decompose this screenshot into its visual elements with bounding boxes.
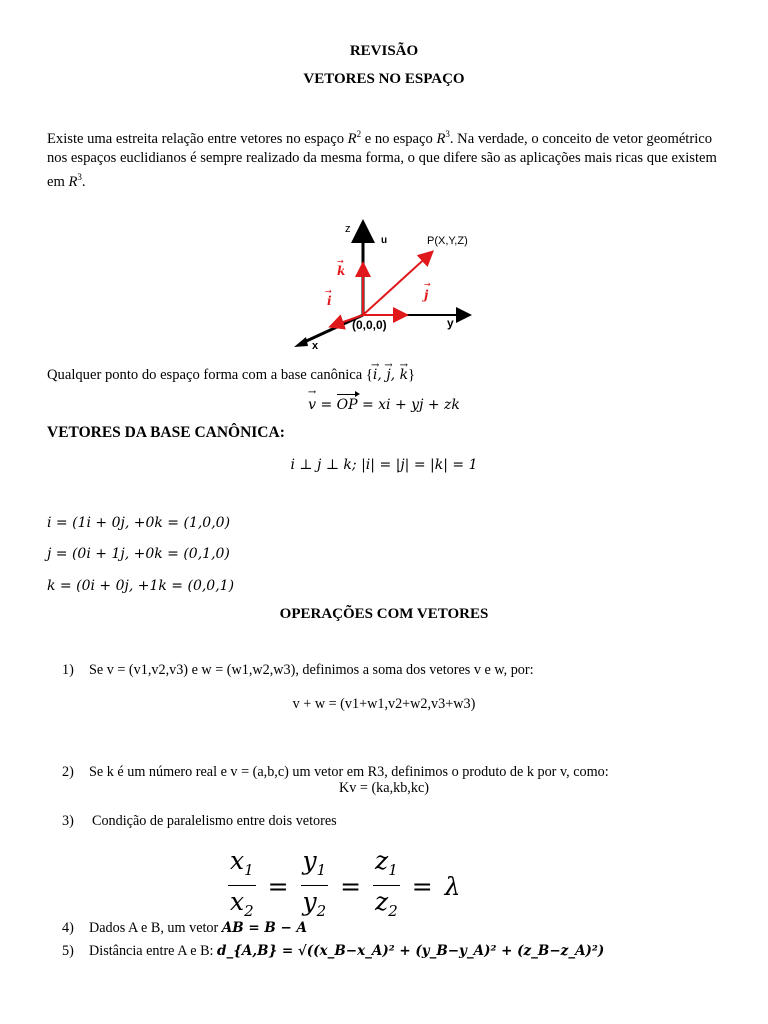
item-1-text: Se v = (v1,v2,v3) e w = (w1,w2,w3), definimos a soma dos vetores v e w, por: bbox=[89, 662, 534, 678]
intro-text-2: e no espaço bbox=[361, 130, 437, 147]
parallelism-formula: $\frac{x_1}{x_2}$ = $\frac{y_1}{y_2}$ = $\frac{z_1}{z_2}$ = λ bbox=[230, 846, 461, 920]
formula-op: OP bbox=[336, 397, 358, 413]
i-arrow-glyph: → bbox=[325, 287, 332, 296]
k-label: k bbox=[337, 264, 346, 278]
basis-k: → k bbox=[400, 366, 408, 385]
item-4-line bbox=[89, 920, 307, 937]
item-2-text: Se k é um número real e v = (a,b,c) um vetor em R3, definimos o produto de k por v, como: bbox=[89, 764, 609, 780]
section-title-canonical: VETORES DA BASE CANÔNICA: bbox=[47, 424, 285, 441]
exp-3: 3 bbox=[445, 129, 450, 139]
canonical-base-line: Qualquer ponto do espaço forma com a base canônica {→ i, → j, → k} bbox=[47, 366, 727, 385]
intro-text-4: . bbox=[81, 173, 86, 190]
canonical-close: } bbox=[408, 367, 416, 383]
item-3-number: 3) bbox=[62, 813, 74, 829]
i-label: i bbox=[327, 294, 332, 308]
basis-i: → i bbox=[373, 366, 377, 385]
item-2-formula: Kv = (ka,kb,kc) bbox=[339, 780, 429, 796]
i-definition: i = (1i + 0j, +0k = (1,0,0) bbox=[47, 515, 231, 531]
v-label: u bbox=[381, 235, 388, 246]
op-vector bbox=[363, 253, 431, 315]
item-1-formula: v + w = (v1+w1,v2+w2,v3+w3) bbox=[292, 696, 476, 712]
item-5-formula: d_{A,B} = √((x_B−x_A)² + (y_B−y_A)² + (z_B−z_A)²) bbox=[217, 943, 605, 959]
item-3-text: Condição de paralelismo entre dois vetores bbox=[92, 813, 337, 829]
formula-rhs: = xi + yj + zk bbox=[361, 397, 460, 413]
intro-paragraph bbox=[47, 125, 727, 192]
intro-text-1: Existe uma estreita relação entre vetores no espaço bbox=[47, 130, 348, 147]
item-4-text: Dados A e B, um vetor bbox=[89, 920, 222, 936]
j-definition: j = (0i + 1j, +0k = (0,1,0) bbox=[47, 546, 230, 562]
item-4-number: 4) bbox=[62, 920, 74, 936]
y-axis-label: y bbox=[447, 316, 454, 330]
item-5-number: 5) bbox=[62, 943, 74, 959]
r-symbol: R bbox=[347, 130, 357, 147]
canonical-text: Qualquer ponto do espaço forma com a base canônica { bbox=[47, 367, 373, 383]
j-arrow-glyph: → bbox=[424, 280, 431, 289]
x-axis-arrowhead bbox=[294, 337, 308, 347]
j-label: j bbox=[424, 288, 429, 302]
axes-figure bbox=[290, 215, 490, 355]
basis-j: → j bbox=[386, 366, 390, 385]
document-title: REVISÃO bbox=[349, 43, 419, 59]
section-title-operations: OPERAÇÕES COM VETORES bbox=[279, 606, 489, 622]
k-arrow-glyph: → bbox=[337, 257, 344, 266]
item-5-line bbox=[89, 943, 604, 960]
k-definition: k = (0i + 0j, +1k = (0,0,1) bbox=[47, 578, 235, 594]
orthogonality-formula: i ⊥ j ⊥ k; |i| = |j| = |k| = 1 bbox=[290, 457, 478, 473]
exp-3: 3 bbox=[77, 171, 82, 182]
r-symbol: R bbox=[68, 173, 78, 190]
item-1-number: 1) bbox=[62, 662, 74, 678]
x-axis-label: x bbox=[312, 340, 319, 352]
origin-label: (0,0,0) bbox=[352, 318, 387, 332]
r-symbol: R bbox=[436, 130, 446, 147]
formula-v: → v bbox=[308, 397, 316, 413]
item-5-text: Distância entre A e B: bbox=[89, 943, 218, 959]
exp-2: 2 bbox=[356, 129, 362, 139]
point-p-label: P(X,Y,Z) bbox=[427, 235, 468, 247]
intro-text-3: . Na verdade, o conceito de vetor geométrico nos espaços euclidianos é sempre realizado da mesma forma, o que difere são as aplicações mais ricas que existem em bbox=[47, 130, 717, 190]
document-subtitle: VETORES NO ESPAÇO bbox=[303, 71, 465, 87]
item-2-number: 2) bbox=[62, 764, 74, 780]
position-vector-formula: → v = OP = xi + yj + zk bbox=[0, 397, 768, 413]
item-4-formula: AB = B − A bbox=[221, 920, 308, 936]
z-axis-label: z bbox=[345, 223, 351, 235]
